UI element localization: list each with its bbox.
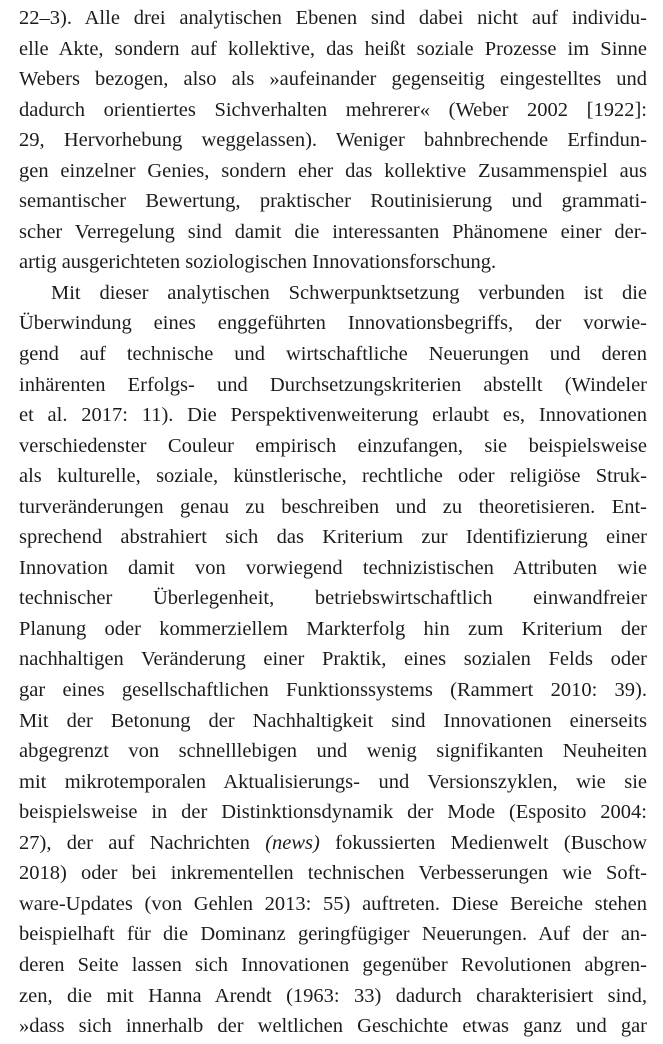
text-line: inhärenten Erfolgs- und Durchsetzungskriterien abstellt (Windeler	[19, 373, 647, 396]
document-page	[19, 0, 647, 1042]
text-line: gend auf technische und wirtschaftliche Neuerungen und deren	[19, 343, 647, 366]
text-line: deren Seite lassen sich Innovationen gegenüber Revolutionen abgren-	[19, 953, 647, 976]
text-line: Mit dieser analytischen Schwerpunktsetzung verbunden ist die	[51, 281, 647, 304]
text-line: als kulturelle, soziale, künstlerische, rechtliche oder religiöse Struk-	[19, 465, 647, 488]
text-line: Überwindung eines enggeführten Innovationsbegriffs, der vorwie-	[19, 312, 647, 335]
italic-term: (news)	[265, 831, 320, 854]
text-run: 27), der auf Nachrichten	[19, 831, 266, 854]
text-line: elle Akte, sondern auf kollektive, das heißt soziale Prozesse im Sinne	[19, 37, 647, 60]
text-line: 29, Hervorhebung weggelassen). Weniger bahnbrechende Erfindun-	[19, 129, 647, 152]
text-line: mit mikrotemporalen Aktualisierungs- und Versionszyklen, wie sie	[19, 770, 647, 793]
text-line: beispielhaft für die Dominanz geringfügiger Neuerungen. Auf der an-	[19, 923, 647, 946]
text-line: semantischer Bewertung, praktischer Routinisierung und grammati-	[19, 190, 647, 213]
text-line: zen, die mit Hanna Arendt (1963: 33) dadurch charakterisiert sind,	[19, 984, 647, 1007]
text-line: sprechend abstrahiert sich das Kriterium zur Identifizierung einer	[19, 526, 647, 549]
text-line: verschiedenster Couleur empirisch einzufangen, sie beispielsweise	[19, 434, 647, 457]
paragraph-2	[19, 278, 647, 1042]
text-line: nachhaltigen Veränderung einer Praktik, eines sozialen Felds oder	[19, 648, 647, 671]
text-line: technischer Überlegenheit, betriebswirtschaftlich einwandfreier	[19, 587, 647, 610]
text-line: dadurch orientiertes Sichverhalten mehrerer« (Weber 2002 [1922]:	[19, 98, 647, 121]
text-line: 2018) oder bei inkrementellen technischen Verbesserungen wie Soft-	[19, 862, 647, 885]
text-line: turveränderungen genau zu beschreiben und zu theoretisieren. Ent-	[19, 495, 647, 518]
text-line: Webers bezogen, also als »aufeinander gegenseitig eingestelltes und	[19, 68, 647, 91]
text-line	[19, 828, 647, 859]
text-line: et al. 2017: 11). Die Perspektivenweiterung erlaubt es, Innovationen	[19, 404, 647, 427]
text-line: beispielsweise in der Distinktionsdynamik der Mode (Esposito 2004:	[19, 801, 647, 824]
text-line: gen einzelner Genies, sondern eher das kollektive Zusammenspiel aus	[19, 159, 647, 182]
text-line: artig ausgerichteten soziologischen Innovationsforschung.	[19, 251, 497, 274]
text-line: abgegrenzt von schnelllebigen und wenig signifikanten Neuheiten	[19, 740, 647, 763]
text-line: gar eines gesellschaftlichen Funktionssystems (Rammert 2010: 39).	[19, 679, 647, 702]
text-line: 22–3). Alle drei analytischen Ebenen sind dabei nicht auf individu-	[19, 7, 647, 29]
text-line: Mit der Betonung der Nachhaltigkeit sind Innovationen einerseits	[19, 709, 647, 732]
text-line: »dass sich innerhalb der weltlichen Geschichte etwas ganz und gar	[19, 1015, 647, 1038]
text-line: Planung oder kommerziellem Markterfolg hin zum Kriterium der	[19, 617, 647, 640]
text-line: Innovation damit von vorwiegend technizistischen Attributen wie	[19, 556, 647, 579]
text-line: scher Verregelung sind damit die interessanten Phänomene einer der-	[19, 220, 647, 243]
text-run: fokussierten Medienwelt (Buschow	[319, 831, 647, 854]
paragraph-1	[19, 3, 647, 278]
text-line: ware-Updates (von Gehlen 2013: 55) auftreten. Diese Bereiche stehen	[19, 892, 647, 915]
